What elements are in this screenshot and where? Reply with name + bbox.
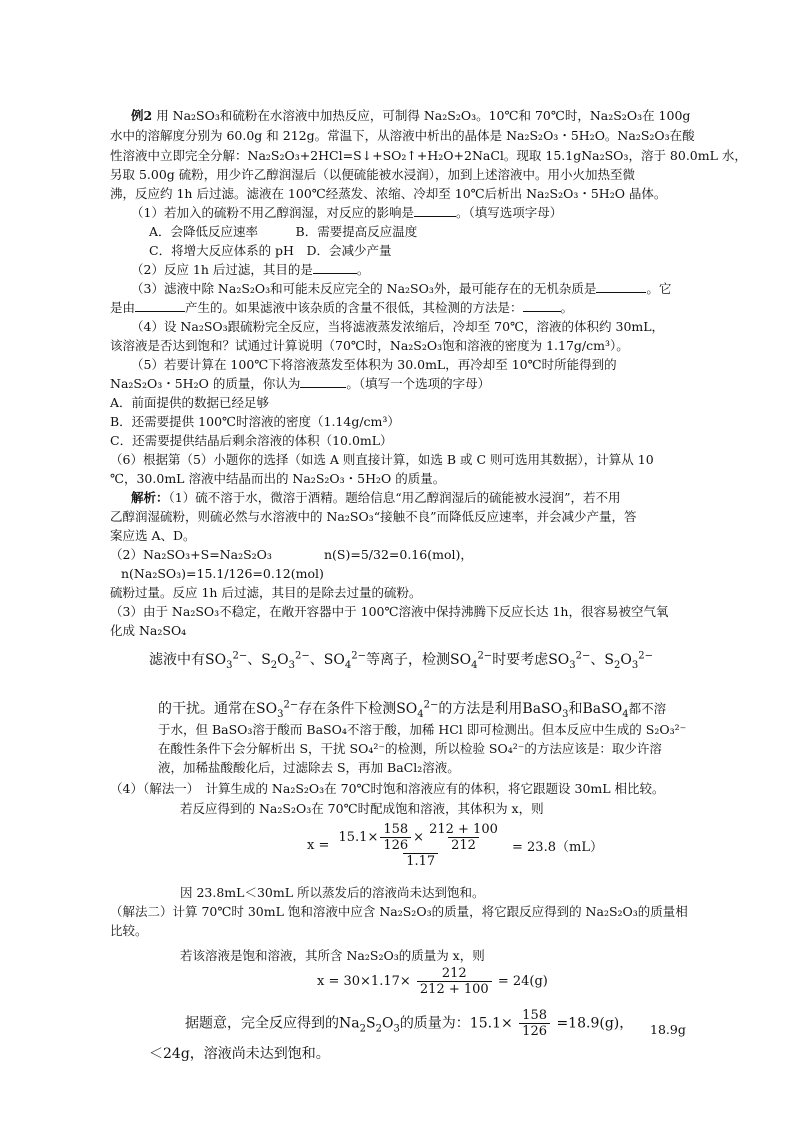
question-5-line-2: Na₂S₂O₃・5H₂O 的质量，你认为 。（填写一个选项的字母） — [110, 376, 491, 391]
example-intro-line-3: 性溶液中立即完全分解：Na₂S₂O₃+2HCl=S↓+SO₂↑+H₂O+2NaCl。现取 15.1gNa₂SO₃，溶于 80.0mL 水， — [110, 148, 747, 163]
analysis-1-line-2: 乙醇润湿硫粉，则硫必然与水溶液中的 Na₂SO₃“接触不良”而降低反应速率，并会减少产量，答 — [110, 509, 637, 524]
equation-volume: x = 15.1× $\frac{158}{126}$ × $\frac{212 + 100}{212}$ 1.17 = 23.8（mL） — [307, 822, 603, 869]
example-intro-line-1: 例2 用 Na₂SO₃和硫粉在水溶液中加热反应，可制得 Na₂S₂O₃。10℃和 70℃时，Na₂S₂O₃在 100g — [131, 108, 691, 123]
analysis-4-final: ＜24g，溶液尚未达到饱和。 — [149, 1046, 330, 1062]
interference-line-4: 液，加稀盐酸酸化后，过滤除去 S，再加 BaCl₂溶液。 — [158, 760, 460, 775]
q1-options-c-d: C．将增大反应体系的 pH D．会减少产量 — [149, 243, 392, 258]
question-2: （2）反应 1h 后过滤，其目的是 。 — [131, 262, 370, 277]
analysis-2-mol-s: n(S)=5/32=0.16(mol)， — [324, 547, 473, 562]
analysis-4-assume: 若反应得到的 Na₂S₂O₃在 70℃时配成饱和溶液，其体积为 x，则 — [180, 801, 544, 816]
example-intro-line-4: 另取 5.00g 硫粉，用少许乙醇润湿后（以便硫能被水浸润），加到上述溶液中。用小火加热至微 — [110, 167, 636, 182]
ions-in-filtrate: 滤液中有$SO_3^{2-}$、$S_2O_3^{2-}$、$SO_4^{2-}$等离子，检测$SO_4^{2-}$时要考虑$SO_3^{2-}$、$S_2O_3^{2-}$ — [149, 650, 653, 671]
analysis-2-conclusion: 硫粉过量。反应 1h 后过滤，其目的是除去过量的硫粉。 — [110, 585, 422, 600]
analysis-4-method-1: （4）（解法一） 计算生成的 Na₂S₂O₃在 70℃时饱和溶液应有的体积，将它跟题设 30mL 相比较。 — [110, 781, 665, 796]
analysis-4-method-2-line-1: （解法二）计算 70℃时 30mL 饱和溶液中应含 Na₂S₂O₃的质量，将它跟反应得到的 Na₂S₂O₃的质量相 — [110, 904, 688, 919]
analysis-2-reaction: （2）Na₂SO₃+S=Na₂S₂O₃ — [110, 547, 272, 562]
q5-option-c: C．还需要提供结晶后剩余溶液的体积（10.0mL） — [110, 433, 393, 448]
question-4-line-1: （4）设 Na₂SO₃跟硫粉完全反应，当将滤液蒸发浓缩后，冷却至 70℃，溶液的体积约 30mL， — [131, 319, 665, 334]
analysis-4-assume-2: 若该溶液是饱和溶液，其所含 Na₂S₂O₃的质量为 x，则 — [180, 948, 485, 963]
question-3-line-1: （3）滤液中除 Na₂S₂O₃和可能未反应完全的 Na₂SO₃外，最可能存在的无机杂质是 。它 — [131, 281, 672, 296]
analysis-2-mol-na2so3: n(Na₂SO₃)=15.1/126=0.12(mol) — [121, 566, 324, 581]
question-4-line-2: 该溶液是否达到饱和？试通过计算说明（70℃时，Na₂S₂O₃饱和溶液的密度为 1.17g/cm³）。 — [110, 338, 629, 353]
analysis-1-line-3: 案应选 A、D。 — [110, 528, 196, 543]
q5-option-b: B．还需要提供 100℃时溶液的密度（1.14g/cm³） — [110, 414, 400, 429]
analysis-4-conclusion-1: 因 23.8mL＜30mL 所以蒸发后的溶液尚未达到饱和。 — [180, 885, 485, 900]
analysis-3-line-2: 化成 Na₂SO₄ — [110, 623, 187, 638]
question-6-line-2: ℃，30.0mL 溶液中结晶而出的 Na₂S₂O₃・5H₂O 的质量。 — [110, 471, 446, 486]
example-intro-line-5: 沸，反应约 1h 后过滤。滤液在 100℃经蒸发、浓缩、冷却至 10℃后析出 Na₂S₂O₃・5H₂O 晶体。 — [110, 186, 667, 201]
question-3-line-2: 是由 产生的。如果滤液中该杂质的含量不很低，其检测的方法是： 。 — [110, 300, 574, 315]
analysis-3-line-1: （3）由于 Na₂SO₃不稳定，在敞开容器中于 100℃溶液中保持沸腾下反应长达 1h，很容易被空气氧 — [110, 604, 669, 619]
question-6-line-1: （6）根据第（5）小题你的选择（如选 A 则直接计算，如选 B 或 C 则可选用其数据），计算从 10 — [110, 452, 654, 467]
analysis-4-method-2-line-2: 比较。 — [110, 923, 148, 938]
q5-option-a: A．前面提供的数据已经足够 — [110, 395, 270, 410]
question-1: （1）若加入的硫粉不用乙醇润湿，对反应的影响是 。（填写选项字母） — [131, 205, 563, 220]
example-intro-line-2: 水中的溶解度分别为 60.0g 和 212g。常温下，从溶液中析出的晶体是 Na₂S₂O₃・5H₂O。Na₂S₂O₃在酸 — [110, 128, 695, 143]
analysis-1-line-1: 解析：（1）硫不溶于水，微溶于酒精。题给信息“用乙醇润湿后的硫能被水浸润”，若不用 — [131, 490, 621, 505]
interference-line-1: 的干扰。通常在$SO_3^{2-}$存在条件下检测$SO_4^{2-}$的方法是利用BaSO$_3$和BaSO$_4$都不溶 — [158, 699, 667, 720]
interference-line-3: 在酸性条件下会分解析出 S，干扰 SO₄²⁻的检测，所以检验 SO₄²⁻的方法应该是：取少许溶 — [158, 741, 662, 756]
interference-line-2: 于水，但 BaSO₃溶于酸而 BaSO₄不溶于酸，加稀 HCl 即可检测出。但本反应中生成的 S₂O₃²⁻ — [158, 722, 687, 737]
question-5-line-1: （5）若要计算在 100℃下将溶液蒸发至体积为 30.0mL，再冷却至 10℃时所能得到的 — [131, 357, 617, 372]
mass-annotation: 18.9g — [650, 1022, 686, 1037]
analysis-4-product-mass: 据题意，完全反应得到的$Na_2S_2O_3$的质量为：15.1× $\frac{158}{126}$ =18.9(g)， — [185, 1008, 634, 1039]
equation-mass: x = 30×1.17× $\frac{212}{212 + 100}$ = 24(g) — [317, 966, 548, 997]
q1-options-a-b: A．会降低反应速率 B．需要提高反应温度 — [149, 224, 418, 239]
